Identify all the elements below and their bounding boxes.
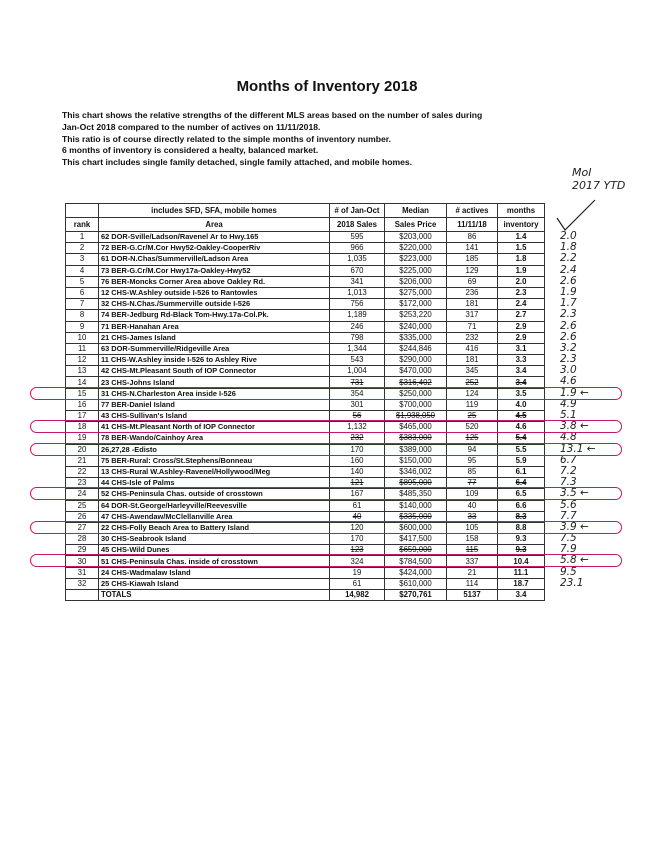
sales-cell: 123 [330,545,385,556]
rank-cell: 10 [66,332,99,343]
actives-cell: 181 [447,299,498,310]
handwritten-note: 6.7 [560,454,577,466]
intro-line: Jan-Oct 2018 compared to the number of actives on 11/11/2018. [62,121,321,132]
handwritten-header-line: 2017 YTD [572,179,626,192]
months-cell: 8.8 [498,522,545,533]
table-row [66,534,545,545]
actives-cell: 236 [447,287,498,298]
area-cell: 62 DOR-Sville/Ladson/Ravenel Ar to Hwy.165 [99,232,330,243]
header-cell: Median [385,204,447,218]
handwritten-note: 9.5 [560,566,577,578]
price-cell: $700,000 [385,399,447,410]
intro-line: This chart shows the relative strengths of the different MLS areas based on the number of sales during [62,110,483,120]
sales-cell: 1,189 [330,310,385,321]
actives-cell: 185 [447,254,498,265]
area-cell: 52 CHS-Peninsula Chas. outside of crosstown [99,489,330,500]
table-row [66,276,545,287]
rank-cell: 17 [66,411,99,422]
months-cell: 3.4 [498,377,545,388]
price-cell: $600,000 [385,522,447,533]
area-cell: 21 CHS-James Island [99,332,330,343]
months-cell: 6.1 [498,466,545,477]
months-cell: 18.7 [498,578,545,589]
months-cell: 5.5 [498,444,545,455]
handwritten-note: 5.1 [560,409,577,421]
table-row [66,299,545,310]
rank-cell: 27 [66,522,99,533]
table-row [66,232,545,243]
actives-cell: 77 [447,478,498,489]
rank-cell: 9 [66,321,99,332]
price-cell: $203,000 [385,232,447,243]
rank-cell: 20 [66,444,99,455]
months-cell: 3.1 [498,343,545,354]
price-cell: $659,000 [385,545,447,556]
actives-cell: 33 [447,511,498,522]
area-cell: 74 BER-Jedburg Rd-Black Tom-Hwy.17a-Col.Pk. [99,310,330,321]
price-cell: $335,000 [385,511,447,522]
table-row [66,366,545,377]
handwritten-note: 2.6 [560,275,577,287]
price-cell: $346,002 [385,466,447,477]
actives-cell: 129 [447,265,498,276]
months-cell: 1.8 [498,254,545,265]
sales-cell: 170 [330,534,385,545]
table-row [66,287,545,298]
price-cell: $389,000 [385,444,447,455]
header-cell: Sales Price [385,218,447,232]
table-row [66,265,545,276]
area-cell: 11 CHS-W.Ashley inside I-526 to Ashley Rive [99,355,330,366]
table-row [66,321,545,332]
handwritten-note: 3.9 ← [560,521,589,533]
rank-cell: 5 [66,276,99,287]
actives-cell: 416 [447,343,498,354]
handwritten-note: 2.6 [560,320,577,332]
area-cell: 72 BER-G.Cr/M.Cor Hwy52-Oakley-CooperRiv [99,243,330,254]
months-cell: 4.6 [498,422,545,433]
sales-cell: 670 [330,265,385,276]
table-header-row [66,204,545,218]
handwritten-header-line: MoI [572,166,592,179]
sales-cell: 56 [330,411,385,422]
sales-cell: 140 [330,466,385,477]
area-cell: 42 CHS-Mt.Pleasant South of IOP Connector [99,366,330,377]
sales-cell: 19 [330,567,385,578]
handwritten-note: 3.0 [560,364,577,376]
totals-label: TOTALS [99,590,330,601]
rank-cell: 31 [66,567,99,578]
sales-cell: 167 [330,489,385,500]
months-cell: 2.7 [498,310,545,321]
months-cell: 11.1 [498,567,545,578]
handwritten-note: 1.9 ← [560,387,589,399]
rank-cell: 4 [66,265,99,276]
actives-cell: 232 [447,332,498,343]
handwritten-note: 3.2 [560,342,577,354]
actives-cell: 158 [447,534,498,545]
area-cell: 51 CHS-Peninsula Chas. inside of crosstown [99,556,330,567]
actives-cell: 86 [447,232,498,243]
months-cell: 2.0 [498,276,545,287]
highlight-oval [30,387,622,400]
table-row [66,243,545,254]
actives-cell: 345 [447,366,498,377]
handwritten-note: 3.8 ← [560,420,589,432]
intro-line: This chart includes single family detached, single family attached, and mobile homes. [62,157,413,168]
area-cell: 24 CHS-Wadmalaw Island [99,567,330,578]
months-cell: 6.4 [498,478,545,489]
highlight-oval [30,420,622,433]
area-cell: 13 CHS-Rural W.Ashley-Ravenel/Hollywood/Meg [99,466,330,477]
header-cell: # of Jan-Oct [330,204,385,218]
rank-cell: 6 [66,287,99,298]
handwritten-note: 3.5 ← [560,487,589,499]
price-cell: $244,846 [385,343,447,354]
page-title: Months of Inventory 2018 [236,78,418,95]
sales-cell: 61 [330,578,385,589]
highlight-oval [30,521,622,534]
handwritten-note: 2.6 [560,331,577,343]
highlight-oval [30,487,622,500]
area-cell: 32 CHS-N.Chas./Summerville outside I-526 [99,299,330,310]
handwritten-note: 1.7 [560,297,577,309]
inventory-table [65,203,545,601]
price-cell: $172,000 [385,299,447,310]
area-cell: 12 CHS-W.Ashley outside I-526 to Rantowles [99,287,330,298]
actives-cell: 141 [447,243,498,254]
handwritten-note: 4.9 [560,398,577,410]
intro-text [62,110,562,169]
handwritten-note: 2.3 [560,308,577,320]
handwritten-note: 7.9 [560,543,577,555]
price-cell: $485,350 [385,489,447,500]
price-cell: $150,000 [385,455,447,466]
price-cell: $383,000 [385,433,447,444]
area-cell: 22 CHS-Folly Beach Area to Battery Island [99,522,330,533]
area-cell: 75 BER-Rural: Cross/St.Stephens/Bonneau [99,455,330,466]
price-cell: $1,938,050 [385,411,447,422]
sales-cell: 120 [330,522,385,533]
actives-cell: 181 [447,355,498,366]
area-cell: 26,27,28 -Edisto [99,444,330,455]
actives-cell: 21 [447,567,498,578]
intro-line: This ratio is of course directly related to the simple months of inventory number. [62,133,392,144]
rank-cell: 8 [66,310,99,321]
table-row [66,578,545,589]
months-cell: 4.5 [498,411,545,422]
price-cell: $250,000 [385,388,447,399]
table-row [66,310,545,321]
actives-cell: 124 [447,388,498,399]
rank-cell: 12 [66,355,99,366]
area-cell: 78 BER-Wando/Cainhoy Area [99,433,330,444]
actives-cell: 69 [447,276,498,287]
months-cell: 5.4 [498,433,545,444]
area-cell: 61 DOR-N.Chas/Summerville/Ladson Area [99,254,330,265]
table-row [66,399,545,410]
header-cell: 11/11/18 [447,218,498,232]
months-cell: 1.9 [498,265,545,276]
handwritten-note: 7.7 [560,510,577,522]
rank-cell: 14 [66,377,99,388]
handwritten-header [572,166,625,192]
area-cell: 71 BER-Hanahan Area [99,321,330,332]
handwritten-note: 1.9 [560,286,577,298]
price-cell: $225,000 [385,265,447,276]
sales-cell: 1,004 [330,366,385,377]
rank-cell: 11 [66,343,99,354]
sales-cell: 160 [330,455,385,466]
months-cell: 9.3 [498,545,545,556]
table-row [66,567,545,578]
sales-cell: 121 [330,478,385,489]
sales-cell: 246 [330,321,385,332]
area-cell: 31 CHS-N.Charleston Area inside I-526 [99,388,330,399]
rank-cell: 19 [66,433,99,444]
handwritten-note: 5.6 [560,499,577,511]
months-cell: 1.4 [498,232,545,243]
rank-cell: 23 [66,478,99,489]
table-row [66,332,545,343]
sales-cell: 61 [330,500,385,511]
actives-cell: 71 [447,321,498,332]
sales-cell: 301 [330,399,385,410]
price-cell: $465,000 [385,422,447,433]
actives-cell: 105 [447,522,498,533]
actives-cell: 25 [447,411,498,422]
price-cell: $223,000 [385,254,447,265]
price-cell: $610,000 [385,578,447,589]
rank-cell: 24 [66,489,99,500]
handwritten-note: 2.0 [560,230,577,242]
header-cell: rank [66,218,99,232]
rank-cell: 30 [66,556,99,567]
months-cell: 6.6 [498,500,545,511]
sales-cell: 354 [330,388,385,399]
rank-cell: 28 [66,534,99,545]
sales-cell: 324 [330,556,385,567]
price-cell: $316,402 [385,377,447,388]
months-cell: 6.5 [498,489,545,500]
area-cell: 23 CHS-Johns Island [99,377,330,388]
actives-cell: 119 [447,399,498,410]
handwritten-note: 2.2 [560,252,577,264]
actives-cell: 109 [447,489,498,500]
table-row [66,455,545,466]
totals-months: 3.4 [498,590,545,601]
months-cell: 3.3 [498,355,545,366]
rank-cell: 2 [66,243,99,254]
intro-line: 6 months of inventory is considered a healty, balanced market. [62,145,319,156]
months-cell: 4.0 [498,399,545,410]
area-cell: 44 CHS-Isle of Palms [99,478,330,489]
months-cell: 2.9 [498,321,545,332]
area-cell: 73 BER-G.Cr/M.Cor Hwy17a-Oakley-Hwy52 [99,265,330,276]
handwritten-note: 7.5 [560,532,577,544]
table-header-row [66,218,545,232]
sales-cell: 543 [330,355,385,366]
actives-cell: 115 [447,545,498,556]
highlight-oval [30,554,622,567]
sales-cell: 595 [330,232,385,243]
rank-cell: 29 [66,545,99,556]
area-cell: 64 DOR-St.George/Harleyville/Reevesville [99,500,330,511]
months-cell: 3.4 [498,366,545,377]
price-cell: $206,000 [385,276,447,287]
area-cell: 43 CHS-Sullivan's Island [99,411,330,422]
months-cell: 8.3 [498,511,545,522]
table-row [66,343,545,354]
sales-cell: 341 [330,276,385,287]
handwritten-note: 13.1 ← [560,443,596,455]
months-cell: 2.9 [498,332,545,343]
handwritten-note: 2.3 [560,353,577,365]
area-cell: 63 DOR-Summerville/Ridgeville Area [99,343,330,354]
actives-cell: 114 [447,578,498,589]
rank-cell: 3 [66,254,99,265]
rank-cell: 21 [66,455,99,466]
table-row [66,466,545,477]
sales-cell: 731 [330,377,385,388]
handwritten-note: 7.2 [560,465,577,477]
area-cell: 76 BER-Moncks Corner Area above Oakley Rd. [99,276,330,287]
handwritten-note: 7.3 [560,476,577,488]
area-cell: 47 CHS-Awendaw/McClellanville Area [99,511,330,522]
sales-cell: 966 [330,243,385,254]
sales-cell: 756 [330,299,385,310]
handwritten-note: 23.1 [560,577,584,589]
header-cell: includes SFD, SFA, mobile homes [99,204,330,218]
price-cell: $784,500 [385,556,447,567]
header-cell: months [498,204,545,218]
price-cell: $335,000 [385,332,447,343]
rank-cell: 22 [66,466,99,477]
highlight-oval [30,443,622,456]
actives-cell: 95 [447,455,498,466]
area-cell: 30 CHS-Seabrook Island [99,534,330,545]
price-cell: $290,000 [385,355,447,366]
price-cell: $424,000 [385,567,447,578]
price-cell: $895,000 [385,478,447,489]
rank-cell: 16 [66,399,99,410]
handwritten-note: 2.4 [560,264,577,276]
months-cell: 3.5 [498,388,545,399]
rank-cell: 13 [66,366,99,377]
price-cell: $253,220 [385,310,447,321]
price-cell: $417,500 [385,534,447,545]
table-row [66,355,545,366]
area-cell: 41 CHS-Mt.Pleasant North of IOP Connector [99,422,330,433]
header-cell: Area [99,218,330,232]
handwritten-note: 4.8 [560,431,577,443]
rank-cell: 25 [66,500,99,511]
handwritten-note: 4.6 [560,375,577,387]
sales-cell: 1,132 [330,422,385,433]
header-cell [66,204,99,218]
months-cell: 5.9 [498,455,545,466]
actives-cell: 85 [447,466,498,477]
totals-sales: 14,982 [330,590,385,601]
months-cell: 10.4 [498,556,545,567]
area-cell: 77 BER-Daniel Island [99,399,330,410]
months-cell: 2.3 [498,287,545,298]
empty-cell [66,590,99,601]
actives-cell: 337 [447,556,498,567]
actives-cell: 520 [447,422,498,433]
sales-cell: 1,013 [330,287,385,298]
months-cell: 9.3 [498,534,545,545]
actives-cell: 94 [447,444,498,455]
rank-cell: 26 [66,511,99,522]
rank-cell: 32 [66,578,99,589]
rank-cell: 1 [66,232,99,243]
totals-row [66,590,545,601]
rank-cell: 15 [66,388,99,399]
totals-actives: 5137 [447,590,498,601]
price-cell: $220,000 [385,243,447,254]
header-cell: inventory [498,218,545,232]
area-cell: 45 CHS-Wild Dunes [99,545,330,556]
table-row [66,500,545,511]
table-row [66,254,545,265]
months-cell: 2.4 [498,299,545,310]
header-cell: # actives [447,204,498,218]
price-cell: $275,000 [385,287,447,298]
actives-cell: 125 [447,433,498,444]
rank-cell: 18 [66,422,99,433]
price-cell: $470,000 [385,366,447,377]
totals-price: $270,761 [385,590,447,601]
rank-cell: 7 [66,299,99,310]
months-cell: 1.5 [498,243,545,254]
sales-cell: 1,344 [330,343,385,354]
area-cell: 25 CHS-Kiawah Island [99,578,330,589]
actives-cell: 40 [447,500,498,511]
price-cell: $240,000 [385,321,447,332]
sales-cell: 170 [330,444,385,455]
sales-cell: 232 [330,433,385,444]
sales-cell: 1,035 [330,254,385,265]
sales-cell: 40 [330,511,385,522]
actives-cell: 252 [447,377,498,388]
handwritten-note: 5.8 ← [560,554,589,566]
header-cell: 2018 Sales [330,218,385,232]
price-cell: $140,000 [385,500,447,511]
actives-cell: 317 [447,310,498,321]
sales-cell: 798 [330,332,385,343]
handwritten-note: 1.8 [560,241,577,253]
